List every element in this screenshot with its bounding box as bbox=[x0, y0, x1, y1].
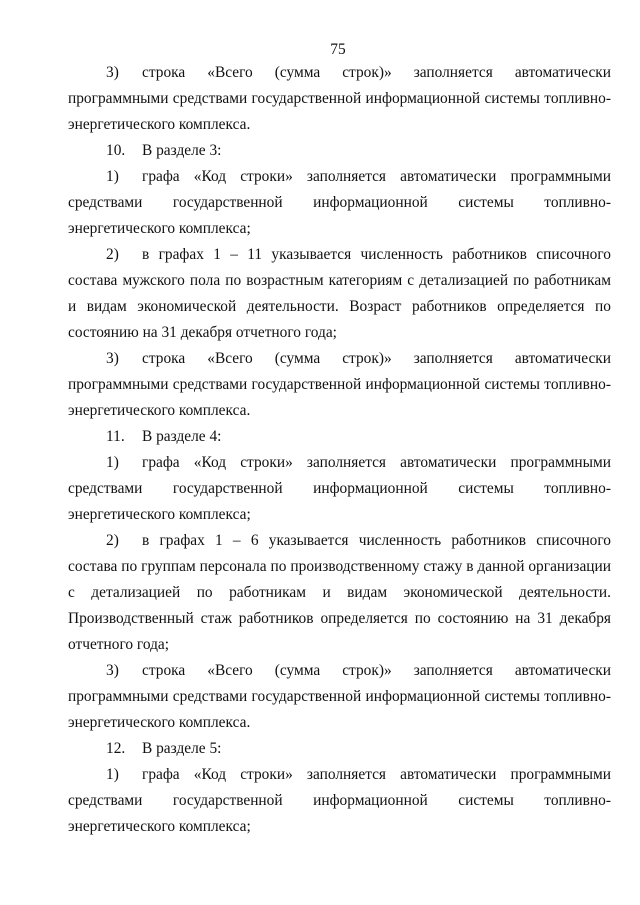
paragraph-number: 11. bbox=[106, 428, 125, 445]
paragraph-item-1 bbox=[68, 762, 611, 840]
paragraph-number: 1) bbox=[106, 454, 119, 471]
document-body bbox=[68, 60, 611, 840]
paragraph-text: в графах 1 – 6 указывается численность работников списочного состава по группам персонала по производственному стажу в данной организации с детализацией по работникам и видам экономической деятельности. Производственный стаж работников определяется по состоянию на 31 декабря отчетного года; bbox=[68, 532, 611, 653]
paragraph-text: графа «Код строки» заполняется автоматически программными средствами государственной информационной системы топливно-энергетического комплекса; bbox=[68, 766, 611, 835]
paragraph-number: 12. bbox=[106, 740, 126, 757]
paragraph-number: 1) bbox=[106, 766, 119, 783]
paragraph-number: 3) bbox=[106, 64, 119, 81]
paragraph-item-1 bbox=[68, 164, 611, 242]
paragraph-number: 2) bbox=[106, 532, 119, 549]
section-heading-10 bbox=[68, 138, 611, 164]
paragraph-text: В разделе 4: bbox=[142, 428, 222, 445]
paragraph-text: строка «Всего (сумма строк)» заполняется автоматически программными средствами государственной информационной системы топливно-энергетического комплекса. bbox=[68, 662, 611, 731]
paragraph-text: В разделе 5: bbox=[142, 740, 222, 757]
paragraph-text: строка «Всего (сумма строк)» заполняется автоматически программными средствами государственной информационной системы топливно-энергетического комплекса. bbox=[68, 350, 611, 419]
paragraph-item-3 bbox=[68, 346, 611, 424]
paragraph-number: 3) bbox=[106, 350, 119, 367]
paragraph-number: 3) bbox=[106, 662, 119, 679]
paragraph-text: графа «Код строки» заполняется автоматически программными средствами государственной информационной системы топливно-энергетического комплекса; bbox=[68, 454, 611, 523]
paragraph-text: в графах 1 – 11 указывается численность работников списочного состава мужского пола по возрастным категориям с детализацией по работникам и видам экономической деятельности. Возраст работников определяется по состоянию на 31 декабря отчетного года; bbox=[68, 246, 611, 341]
paragraph-item-2 bbox=[68, 528, 611, 658]
paragraph-item-2 bbox=[68, 242, 611, 346]
paragraph-item-1 bbox=[68, 450, 611, 528]
section-heading-11 bbox=[68, 424, 611, 450]
section-heading-12 bbox=[68, 736, 611, 762]
paragraph-number: 1) bbox=[106, 168, 119, 185]
page-number: 75 bbox=[330, 41, 346, 58]
paragraph-text: графа «Код строки» заполняется автоматически программными средствами государственной информационной системы топливно-энергетического комплекса; bbox=[68, 168, 611, 237]
paragraph-item-3 bbox=[68, 60, 611, 138]
paragraph-text: строка «Всего (сумма строк)» заполняется автоматически программными средствами государственной информационной системы топливно-энергетического комплекса. bbox=[68, 64, 611, 133]
paragraph-number: 2) bbox=[106, 246, 119, 263]
paragraph-text: В разделе 3: bbox=[142, 142, 222, 159]
paragraph-number: 10. bbox=[106, 142, 126, 159]
paragraph-item-3 bbox=[68, 658, 611, 736]
